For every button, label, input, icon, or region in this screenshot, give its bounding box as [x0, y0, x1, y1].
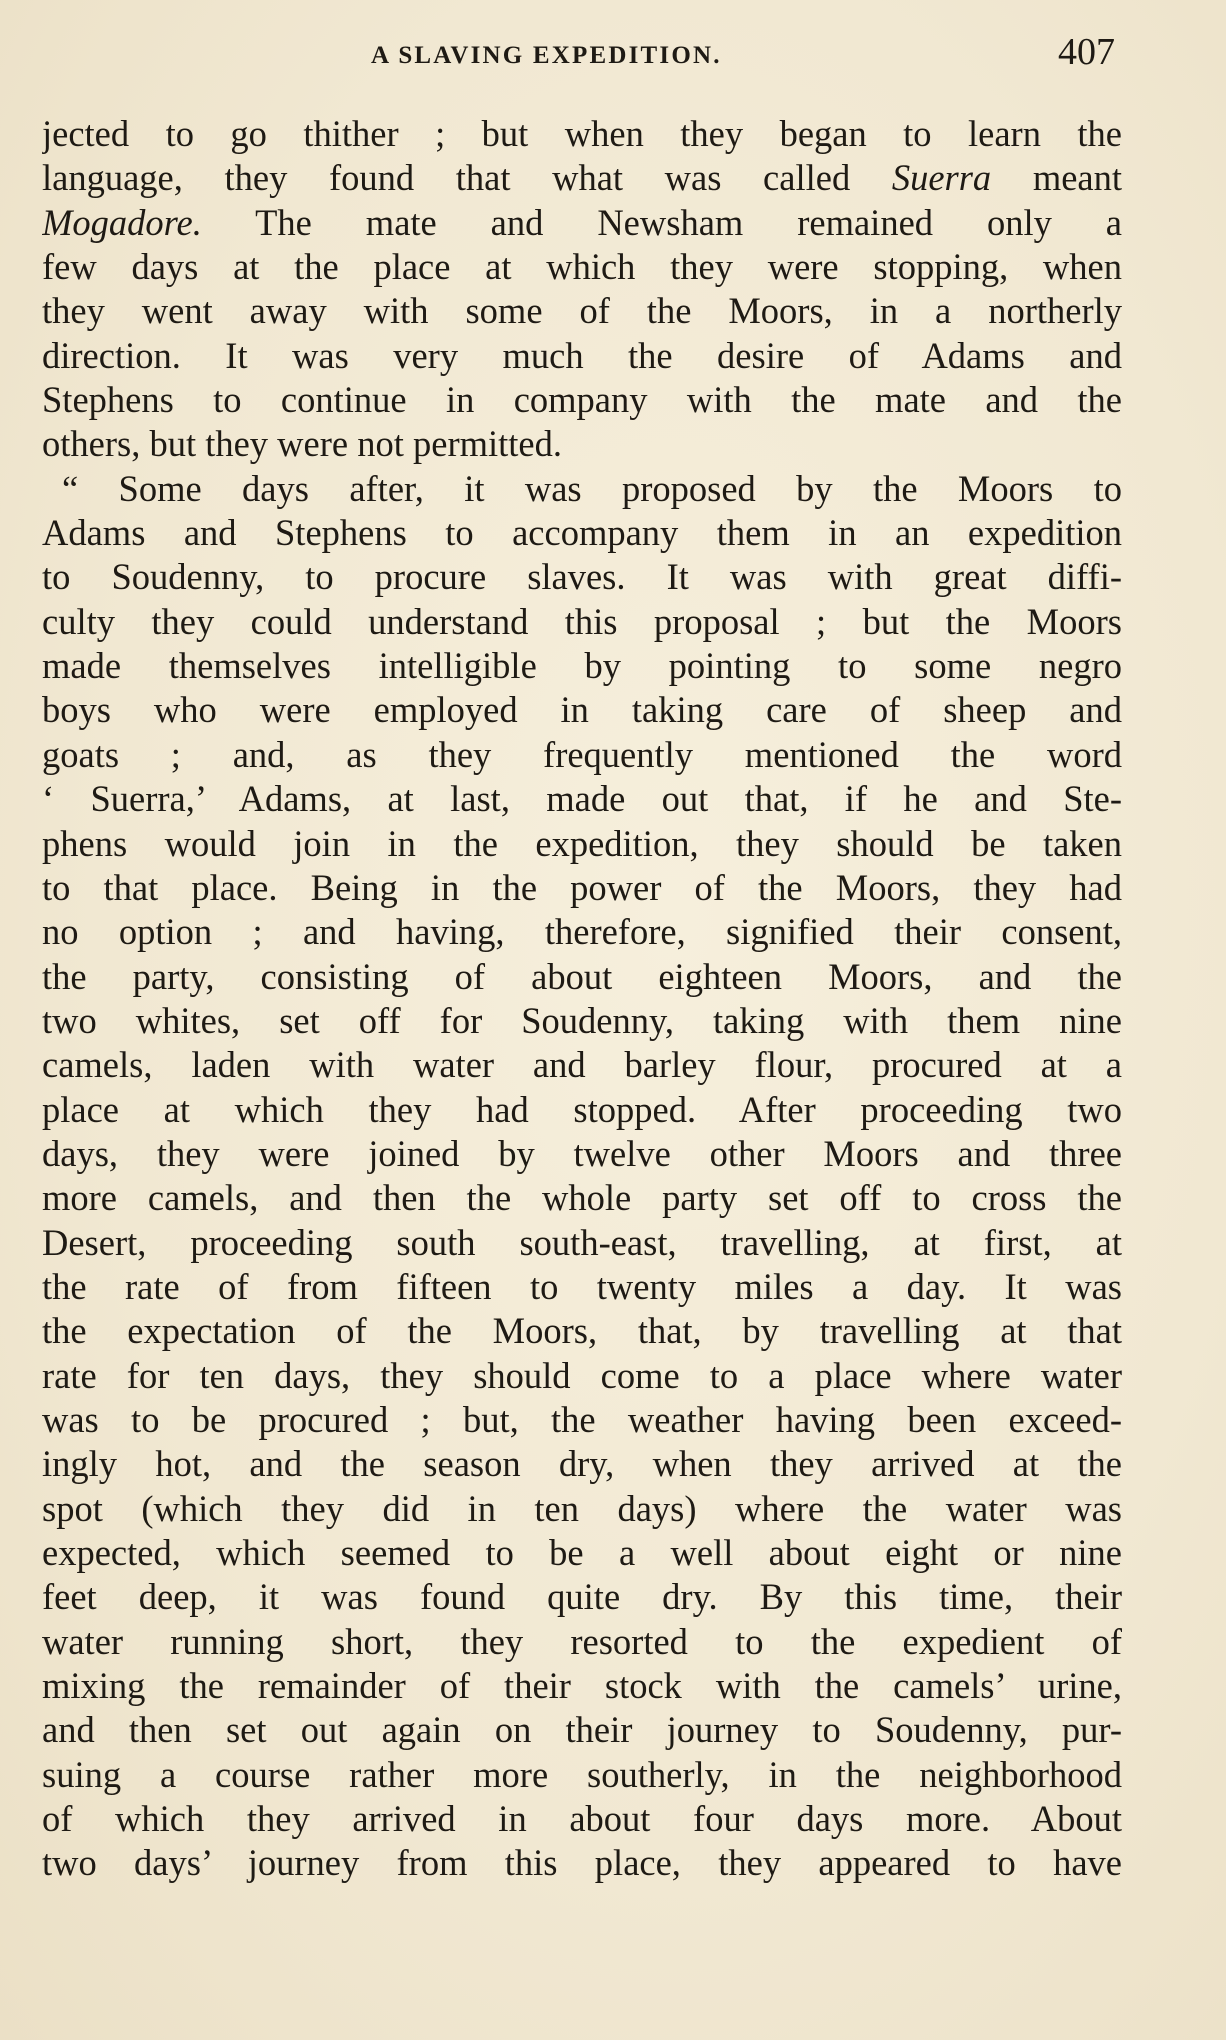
- text-line: jected to go thither ; but when they began to learn the: [42, 113, 1122, 154]
- text-line: two whites, set off for Soudenny, taking with them nine: [42, 999, 1122, 1041]
- page-number: 407: [1058, 31, 1115, 73]
- text-line: spot (which they did in ten days) where the water was: [42, 1487, 1122, 1529]
- text-line: days, they were joined by twelve other Moors and three: [42, 1132, 1122, 1174]
- text-line: mixing the remainder of their stock with the camels’ urine,: [42, 1665, 1122, 1707]
- text-line: made themselves intelligible by pointing to some negro: [42, 645, 1122, 687]
- text-line: was to be procured ; but, the weather having been exceed-: [42, 1398, 1122, 1440]
- text-line: water running short, they resorted to the expedient of: [42, 1620, 1122, 1662]
- body-text: [42, 112, 1122, 1886]
- text-line: Desert, proceeding south south-east, travelling, at first, at: [42, 1221, 1122, 1263]
- text-line: expected, which seemed to be a well about eight or nine: [42, 1532, 1122, 1573]
- text-line: two days’ journey from this place, they appeared to have: [42, 1842, 1122, 1884]
- running-head: A SLAVING EXPEDITION.: [371, 42, 722, 69]
- text-line: culty they could understand this proposal ; but the Moors: [42, 600, 1122, 642]
- text-line: ingly hot, and the season dry, when they arrived at the: [42, 1443, 1122, 1485]
- text-line-suerra: [42, 156, 1122, 200]
- text-line: the party, consisting of about eighteen Moors, and the: [42, 955, 1122, 997]
- text-line: more camels, and then the whole party set off to cross the: [42, 1177, 1122, 1219]
- text-line: no option ; and having, therefore, signified their consent,: [42, 911, 1122, 953]
- text-line: direction. It was very much the desire of Adams and: [42, 334, 1122, 376]
- text-line: camels, laden with water and barley flour, procured at a: [42, 1044, 1122, 1086]
- text-line: of which they arrived in about four days more. About: [42, 1798, 1122, 1840]
- text-line: suing a course rather more southerly, in the neighborhood: [42, 1753, 1122, 1795]
- text-line-mogadore: [42, 201, 1122, 245]
- text-line: Adams and Stephens to accompany them in an expedition: [42, 512, 1122, 554]
- text-line: few days at the place at which they were stopping, when: [42, 246, 1122, 288]
- text-line: feet deep, it was found quite dry. By this time, their: [42, 1576, 1122, 1618]
- text-line: place at which they had stopped. After proceeding two: [42, 1088, 1122, 1130]
- text-line: they went away with some of the Moors, in a northerly: [42, 290, 1122, 332]
- text-line: boys who were employed in taking care of sheep and: [42, 689, 1122, 731]
- text-line: goats ; and, as they frequently mentioned the word: [42, 733, 1122, 775]
- text-line-content: language, they found that what was called Suerra meant: [42, 157, 1122, 199]
- text-line: rate for ten days, they should come to a place where water: [42, 1354, 1122, 1396]
- text-line: and then set out again on their journey to Soudenny, pur-: [42, 1709, 1122, 1751]
- text-line: the expectation of the Moors, that, by travelling at that: [42, 1310, 1122, 1352]
- text-line: Stephens to continue in company with the mate and the: [42, 379, 1122, 421]
- text-line: others, but they were not permitted.: [42, 423, 562, 465]
- text-line: ‘ Suerra,’ Adams, at last, made out that, if he and Ste-: [42, 778, 1122, 820]
- page-header: [0, 28, 1226, 78]
- text-line: “ Some days after, it was proposed by the Moors to: [62, 467, 1122, 509]
- text-line: the rate of from fifteen to twenty miles a day. It was: [42, 1265, 1122, 1307]
- text-line: to that place. Being in the power of the Moors, they had: [42, 866, 1122, 908]
- text-line-content: Mogadore. The mate and Newsham remained only a: [42, 201, 1122, 243]
- text-line: phens would join in the expedition, they should be taken: [42, 822, 1122, 864]
- text-line: to Soudenny, to procure slaves. It was with great diffi-: [42, 556, 1122, 598]
